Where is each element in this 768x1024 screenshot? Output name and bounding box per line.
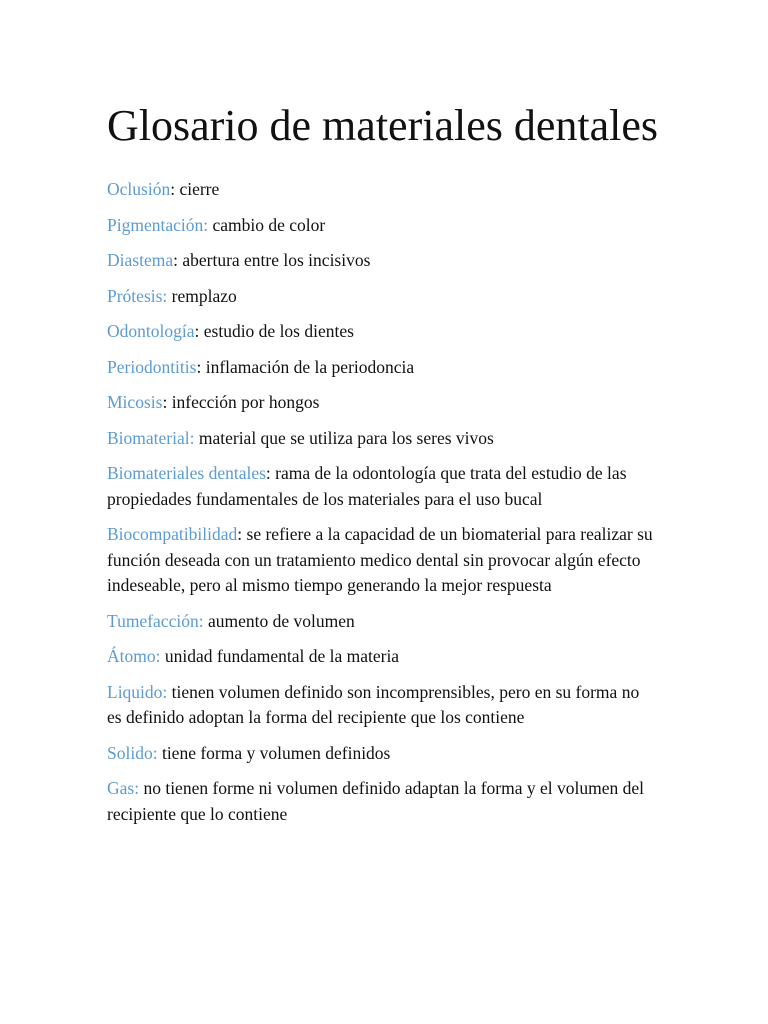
glossary-entry [107,426,658,452]
term-separator: : [265,463,276,483]
glossary-entry [107,248,658,274]
glossary-entry [107,741,658,767]
glossary-definition: abertura entre los incisivos [182,250,371,270]
glossary-list [107,177,658,827]
glossary-definition: aumento de volumen [207,610,355,631]
glossary-entry [107,355,658,381]
term-separator: : [237,524,247,544]
glossary-entry [107,284,658,310]
glossary-entry [107,319,658,345]
term-separator: : [170,179,180,199]
glossary-entry [107,609,658,635]
glossary-definition: se refiere a la capacidad de un biomaterial para realizar su función deseada con un tratamiento medico dental sin provocar algún efecto indeseable, pero al mismo tiempo generando la mejor respuesta [107,524,653,595]
glossary-term: Gas: [107,778,140,798]
glossary-entry [107,522,658,599]
glossary-term: Odontología [107,321,195,341]
glossary-entry [107,644,658,670]
glossary-definition: tienen volumen definido son incomprensibles, pero en su forma no es definido adoptan la forma del recipiente que los contiene [107,681,640,727]
term-separator: : [194,321,204,341]
glossary-definition: material que se utiliza para los seres vivos [198,427,494,448]
glossary-entry [107,390,658,416]
glossary-definition: cierre [179,179,220,199]
glossary-definition: no tienen forme ni volumen definido adaptan la forma y el volumen del recipiente que lo contiene [107,778,644,824]
glossary-term: Liquido: [107,681,168,702]
glossary-definition: remplazo [171,285,237,306]
glossary-definition: tiene forma y volumen definidos [161,742,391,763]
term-separator: : [162,392,172,412]
glossary-entry [107,461,658,512]
glossary-entry [107,776,658,827]
glossary-term: Biomaterial: [107,427,195,448]
term-separator: : [196,356,206,377]
glossary-definition: unidad fundamental de la materia [164,646,400,666]
glossary-term: Átomo: [107,646,161,666]
glossary-term: Tumefacción: [107,610,204,631]
glossary-term: Periodontitis [107,356,197,377]
glossary-entry [107,213,658,239]
glossary-term: Biocompatibilidad [107,524,238,544]
glossary-term: Biomateriales dentales [107,463,266,483]
glossary-definition: rama de la odontología que trata del estudio de las propiedades fundamentales de los materiales para el uso bucal [107,463,627,509]
glossary-definition: estudio de los dientes [203,321,354,341]
glossary-term: Micosis [107,392,163,412]
glossary-term: Diastema [107,250,174,270]
glossary-definition: cambio de color [212,214,326,235]
glossary-term: Oclusión [107,179,171,199]
glossary-term: Pigmentación: [107,214,209,235]
glossary-definition: inflamación de la periodoncia [205,356,415,377]
page-title: Glosario de materiales dentales [107,101,659,150]
glossary-term: Prótesis: [107,285,168,306]
term-separator: : [173,250,183,270]
glossary-term: Solido: [107,742,158,763]
glossary-entry [107,177,658,203]
glossary-entry [107,680,658,731]
glossary-definition: infección por hongos [171,392,320,412]
